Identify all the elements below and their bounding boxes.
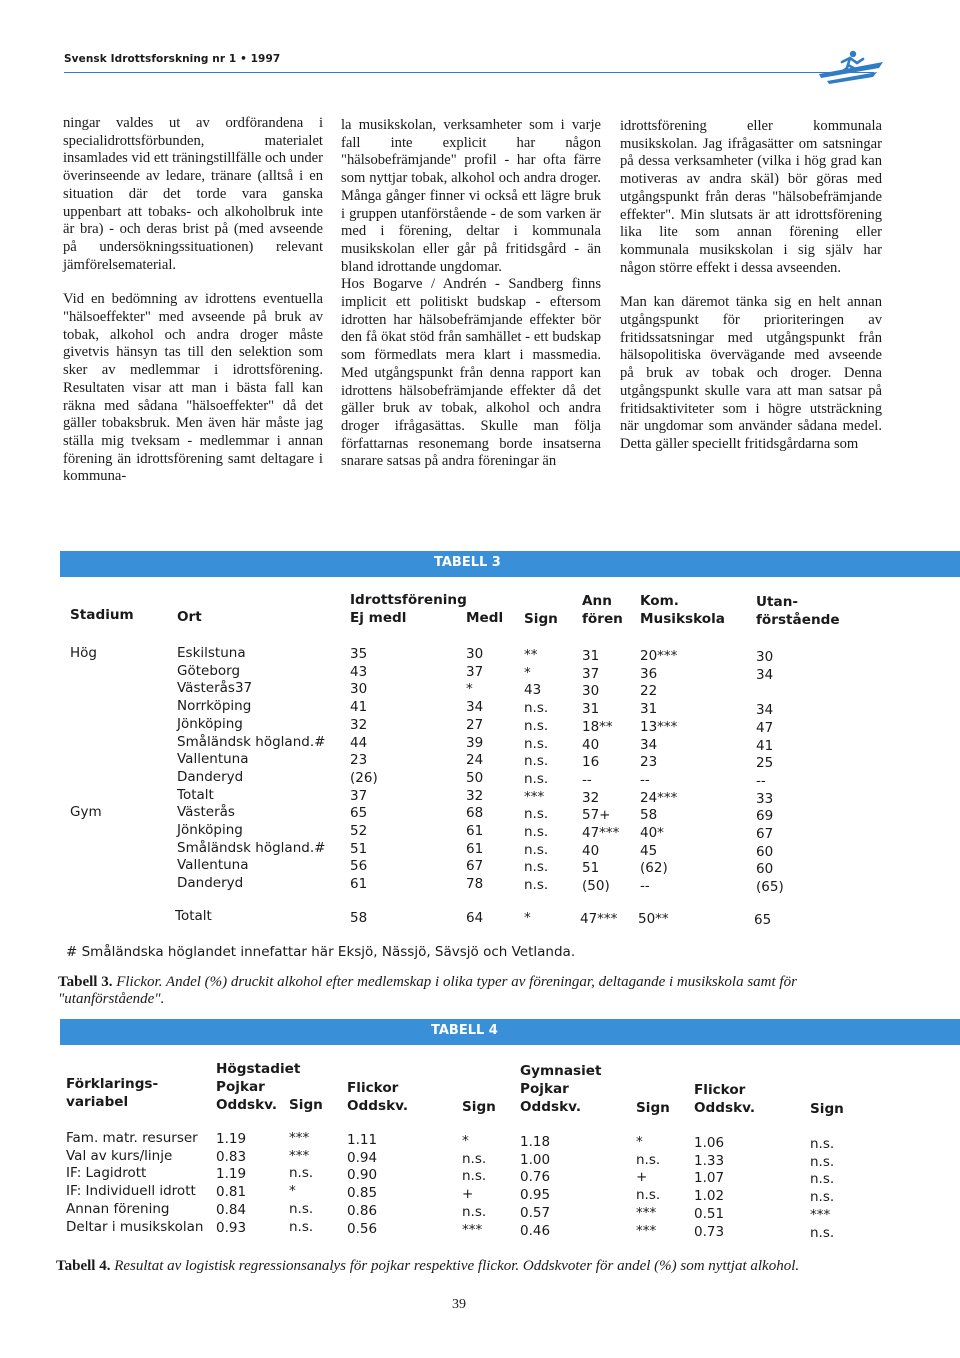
- t3-header-musikskola: Musikskola: [640, 611, 725, 627]
- t3-cell-utan: --: [756, 772, 766, 789]
- t3-cell-medl: 61: [466, 840, 484, 857]
- t3-cell-utan: 41: [756, 737, 774, 754]
- t3-cell-medl: 50: [466, 769, 484, 786]
- t4-cell-hf: 0.86: [347, 1202, 378, 1219]
- t4-cell-gfs: n.s.: [810, 1189, 835, 1206]
- t4-cell-gps: ***: [636, 1222, 657, 1239]
- text-column-1: [63, 115, 323, 486]
- t3-cell-ort: Småländsk högland.#: [177, 733, 326, 750]
- t4-cell-hf: 1.11: [347, 1132, 378, 1148]
- t4-header-h-p-oddskv: Oddskv.: [216, 1097, 278, 1113]
- t3-cell-kom: 22: [640, 683, 658, 700]
- table4-title: TABELL 4: [431, 1023, 498, 1038]
- t3-cell-utan: 33: [756, 790, 774, 807]
- t3-total-medl: 64: [466, 910, 484, 926]
- t4-cell-gp: 1.00: [520, 1151, 551, 1168]
- t3-cell-sign: n.s.: [524, 824, 549, 840]
- t3-cell-medl: 61: [466, 823, 484, 839]
- t3-cell-sign: n.s.: [524, 735, 549, 752]
- t4-header-g-p-oddskv: Oddskv.: [520, 1099, 582, 1115]
- t3-cell-ann: 18**: [582, 718, 613, 735]
- t4-cell-var: Annan förening: [66, 1200, 170, 1217]
- t3-cell-ej: 32: [350, 716, 368, 733]
- t4-cell-gps: ***: [636, 1204, 657, 1221]
- t3-total-ann: 47***: [580, 911, 618, 927]
- t3-cell-utan: 67: [756, 826, 774, 842]
- table4-banner: [60, 1019, 960, 1043]
- t3-cell-sign: ***: [524, 788, 545, 805]
- t4-cell-gp: 0.95: [520, 1187, 551, 1204]
- t4-cell-gp: 1.18: [520, 1134, 551, 1150]
- t4-cell-var: Fam. matr. resurser: [66, 1130, 198, 1146]
- t4-cell-gf: 1.33: [694, 1152, 725, 1169]
- t3-cell-ort: Danderyd: [177, 875, 244, 892]
- text-column-2: [341, 117, 601, 471]
- t3-cell-kom: --: [640, 771, 650, 788]
- t3-cell-medl: *: [466, 681, 473, 698]
- t3-cell-utan: 34: [756, 702, 774, 719]
- t4-cell-hps: n.s.: [289, 1218, 314, 1235]
- t3-header-forstaende: förstående: [756, 612, 840, 628]
- table3-footnote: # Småländska höglandet innefattar här Eksjö, Nässjö, Sävsjö och Vetlanda.: [66, 944, 576, 960]
- t3-cell-sign: **: [524, 647, 538, 663]
- t4-cell-hf: 0.90: [347, 1167, 378, 1184]
- paragraph: la musikskolan, verksamheter som i varje fall inte explicit har någon "hälsobefrämjande" profil - har ofta färre som nyttjar tobak, alkohol och andra droger. Många gånger finner vi också ett lägre bruk i gruppen utanförstående - de som varken är med i förening, deltar i kommunala musikskolan eller går på fritidsgård - än bland idrottande ungdomar.: [341, 117, 601, 275]
- t4-cell-gf: 1.07: [694, 1170, 725, 1187]
- t3-cell-kom: 31: [640, 701, 658, 718]
- t3-cell-kom: 36: [640, 665, 658, 682]
- t3-total-utan: 65: [754, 912, 772, 928]
- t3-cell-sign: n.s.: [524, 806, 549, 823]
- t4-cell-gps: n.s.: [636, 1151, 661, 1168]
- t3-cell-sign: n.s.: [524, 700, 549, 717]
- t3-total-ej: 58: [350, 910, 368, 926]
- t3-header-idrott: Idrottsförening: [350, 592, 467, 608]
- t3-cell-ort: Norrköping: [177, 698, 252, 715]
- t4-cell-var: Deltar i musikskolan: [66, 1218, 204, 1235]
- t4-header-forkl1: Förklarings-: [66, 1076, 159, 1092]
- t3-cell-utan: 60: [756, 861, 774, 878]
- t3-cell-ort: Västerås: [177, 804, 235, 821]
- t3-cell-medl: 39: [466, 734, 484, 751]
- t3-cell-ej: 52: [350, 823, 368, 839]
- caption-text: Flickor. Andel (%) druckit alkohol efter medlemskap i olika typer av föreningar, deltagande i musikskola samt för "utanförstående".: [58, 974, 797, 1007]
- t3-total-label: Totalt: [175, 908, 212, 924]
- t3-cell-medl: 30: [466, 646, 484, 662]
- t3-cell-utan: 30: [756, 649, 774, 665]
- t3-cell-ej: 43: [350, 663, 368, 680]
- t3-cell-ort: Småländsk högland.#: [177, 839, 326, 856]
- t3-cell-medl: 24: [466, 752, 484, 769]
- paragraph: Man kan däremot tänka sig en helt annan utgångspunkt för prioriteringen av fritidssatsningar med utgångspunkt från hälsopolitiska övervägande med avseende på bruk av tobak och droger. Denna utgångspunkt skulle vara att man satsar på fritidsaktiviteter som i högre utsträckning när ungdomar som använder sådana medel. Detta gäller speciellt fritidsgårdarna som: [620, 294, 882, 452]
- t4-cell-gf: 0.73: [694, 1223, 725, 1240]
- t4-cell-gfs: n.s.: [810, 1153, 835, 1170]
- t3-cell-ann: (50): [582, 878, 610, 895]
- t4-cell-gf: 1.06: [694, 1135, 725, 1151]
- t3-cell-ej: 44: [350, 734, 368, 751]
- t3-cell-kom: 23: [640, 754, 658, 771]
- t3-cell-medl: 37: [466, 663, 484, 680]
- t4-cell-hp: 0.84: [216, 1201, 247, 1218]
- t4-cell-hps: n.s.: [289, 1200, 314, 1217]
- t4-header-gymnasiet: Gymnasiet: [520, 1063, 602, 1079]
- t3-cell-ort: Eskilstuna: [177, 645, 246, 661]
- t4-cell-hp: 1.19: [216, 1131, 247, 1147]
- paragraph: idrottsförening eller kommunala musikskolan. Jag ifrågasätter om satsningar på dessa verksamheter (vilka i hög grad kan motiveras av andra skäl) bör göras med utgångspunkt från deras "hälsobefrämjande effekter". Min slutsats är att idrottsförening lika lite som annan förening eller kommunala musikskolan i sig själv har någon större effekt i dessa avseenden.: [620, 118, 882, 276]
- paragraph: Hos Bogarve / Andrén - Sandberg finns implicit ett politiskt budskap - eftersom idrotten har hälsobefrämjande effekter bör den få ökat stöd från samhället - ett budskap som förmedlats mera klart i massmedia. Med utgångspunkt från denna rapport kan idrottens hälsobefrämjande effekter då det gäller bruk av tobak, alkohol och andra droger ifrågasättas. Skulle man följa författarnas resonemang borde insatserna snarare satsas på andra föreningar än: [341, 276, 601, 470]
- t3-cell-medl: 34: [466, 699, 484, 716]
- t3-cell-ann: 47***: [582, 825, 620, 841]
- t3-cell-kom: 40*: [640, 825, 664, 841]
- t4-cell-gps: +: [636, 1169, 648, 1186]
- t3-cell-kom: (62): [640, 860, 668, 877]
- t4-cell-hf: 0.94: [347, 1149, 378, 1166]
- t3-cell-stadium: Hög: [70, 645, 97, 661]
- t3-cell-sign: n.s.: [524, 753, 549, 770]
- t4-cell-hps: ***: [289, 1130, 310, 1146]
- t4-cell-var: IF: Lagidrott: [66, 1165, 147, 1182]
- t3-cell-ann: 57+: [582, 807, 611, 824]
- t3-cell-ort: Vallentuna: [177, 751, 249, 768]
- t4-header-g-pojkar: Pojkar: [520, 1081, 569, 1097]
- table3-banner: [60, 551, 960, 575]
- t3-header-stadium: Stadium: [70, 607, 134, 623]
- t3-header-ejmedl: Ej medl: [350, 610, 407, 626]
- t4-header-h-p-sign: Sign: [289, 1097, 323, 1113]
- t3-cell-kom: 20***: [640, 648, 678, 664]
- t3-header-utan: Utan-: [756, 594, 799, 610]
- t3-cell-ort: Västerås37: [177, 680, 253, 697]
- header-rule: [64, 72, 874, 73]
- t3-cell-sign: n.s.: [524, 859, 549, 876]
- page-number: 39: [452, 1297, 466, 1312]
- t4-cell-var: IF: Individuell idrott: [66, 1183, 196, 1200]
- t4-header-h-f-sign: Sign: [462, 1099, 496, 1115]
- t3-total-kom: 50**: [638, 911, 669, 927]
- t3-cell-medl: 27: [466, 716, 484, 733]
- caption-label: Tabell 3.: [58, 974, 113, 990]
- t3-cell-kom: --: [640, 878, 650, 895]
- t4-cell-hps: *: [289, 1183, 296, 1200]
- t3-cell-sign: n.s.: [524, 841, 549, 858]
- t4-cell-gps: *: [636, 1134, 643, 1150]
- t3-cell-ann: 16: [582, 754, 600, 771]
- t3-cell-ann: 30: [582, 683, 600, 700]
- t3-cell-sign: 43: [524, 682, 542, 699]
- t4-cell-hf: 0.85: [347, 1185, 378, 1202]
- paragraph: ningar valdes ut av ordförandena i specialidrottsförbunden, materialet insamlades vid ett träningstillfälle och under överinseende av ledare, tränare (alltså i en situation där det torde vara ganska uppenbart att tobaks- och alkoholbruk inte är bra) - och deras brist på (med avseende på undersökningssituationen) relevant jämförelsematerial.: [63, 115, 323, 273]
- t3-cell-ann: 31: [582, 648, 600, 664]
- t4-header-g-f-sign: Sign: [810, 1101, 844, 1117]
- paragraph: Vid en bedömning av idrottens eventuella "hälsoeffekter" med avseende på bruk av tobak, alkohol och andra droger måste givetvis hänsyn tas till den selektion som sker av medlemmar i idrottsförening. Resultaten visar att man i bästa fall kan räkna med sådana "hälsoeffekter" då det gäller tobaksbruk. Men även här måste jag ställa mig tveksam - medlemmar i annan förening än idrottsförening samt deltagare i kommuna-: [63, 291, 323, 485]
- t4-cell-gfs: n.s.: [810, 1171, 835, 1188]
- t4-cell-gfs: n.s.: [810, 1224, 835, 1241]
- t3-cell-ej: 23: [350, 752, 368, 769]
- t3-cell-medl: 67: [466, 858, 484, 875]
- t3-header-kom: Kom.: [640, 593, 679, 609]
- t3-cell-medl: 78: [466, 876, 484, 893]
- caption-text: Resultat av logistisk regressionsanalys för pojkar respektive flickor. Oddskvoter för andel (%) som nyttjat alkohol.: [114, 1258, 800, 1274]
- t3-cell-kom: 13***: [640, 718, 678, 735]
- t3-cell-ort: Vallentuna: [177, 857, 249, 874]
- t4-cell-hfs: n.s.: [462, 1168, 487, 1185]
- t3-cell-ann: 40: [582, 842, 600, 859]
- t4-cell-hp: 0.83: [216, 1148, 247, 1165]
- t3-cell-ej: 56: [350, 858, 368, 875]
- t3-cell-kom: 58: [640, 807, 658, 824]
- t3-cell-ann: 51: [582, 860, 600, 877]
- t3-cell-ej: 41: [350, 699, 368, 716]
- table3-banner-rule: [60, 575, 960, 577]
- t4-cell-hfs: +: [462, 1186, 474, 1203]
- t3-cell-kom: 45: [640, 842, 658, 859]
- t4-header-hogstadiet: Högstadiet: [216, 1061, 301, 1077]
- t4-cell-hps: ***: [289, 1147, 310, 1164]
- t3-cell-medl: 68: [466, 805, 484, 822]
- t3-cell-utan: (65): [756, 879, 784, 896]
- t3-cell-utan: 60: [756, 843, 774, 860]
- t4-header-forkl2: variabel: [66, 1094, 129, 1110]
- t4-header-h-f-oddskv: Oddskv.: [347, 1098, 409, 1114]
- t4-cell-hfs: n.s.: [462, 1203, 487, 1220]
- t3-cell-kom: 34: [640, 736, 658, 753]
- t3-cell-utan: 34: [756, 666, 774, 683]
- table3-title: TABELL 3: [434, 555, 501, 570]
- t4-cell-gf: 1.02: [694, 1188, 725, 1205]
- t3-cell-stadium: Gym: [70, 804, 102, 821]
- t3-header-medl: Medl: [466, 610, 504, 626]
- t3-cell-ort: Göteborg: [177, 662, 241, 679]
- t3-cell-utan: 69: [756, 808, 774, 825]
- t3-cell-ort: Totalt: [177, 786, 214, 803]
- t4-cell-gp: 0.76: [520, 1169, 551, 1186]
- t3-cell-kom: 24***: [640, 789, 678, 806]
- t4-cell-gps: n.s.: [636, 1187, 661, 1204]
- t4-cell-hp: 1.19: [216, 1166, 247, 1183]
- t4-cell-gfs: ***: [810, 1206, 831, 1223]
- t3-cell-utan: 47: [756, 719, 774, 736]
- t4-header-g-p-sign: Sign: [636, 1100, 670, 1116]
- t3-cell-ann: 32: [582, 789, 600, 806]
- t3-cell-ej: 51: [350, 840, 368, 857]
- t4-cell-var: Val av kurs/linje: [66, 1147, 173, 1164]
- t4-cell-hfs: n.s.: [462, 1150, 487, 1167]
- t4-cell-hfs: ***: [462, 1221, 483, 1238]
- t3-cell-ej: (26): [350, 769, 378, 786]
- table3-caption: [58, 974, 898, 1008]
- t3-cell-ej: 30: [350, 681, 368, 698]
- t4-header-g-f-oddskv: Oddskv.: [694, 1100, 756, 1116]
- t3-cell-ort: Jönköping: [177, 715, 243, 732]
- t3-header-ort: Ort: [177, 609, 202, 625]
- t4-cell-hp: 0.81: [216, 1184, 247, 1201]
- t3-cell-ann: --: [582, 771, 592, 788]
- t3-cell-ann: 31: [582, 701, 600, 718]
- t4-header-h-pojkar: Pojkar: [216, 1079, 265, 1095]
- t3-header-foren: fören: [582, 611, 623, 627]
- t4-cell-gp: 0.46: [520, 1222, 551, 1239]
- table4-caption: [56, 1258, 916, 1275]
- t4-cell-hp: 0.93: [216, 1219, 247, 1236]
- t4-cell-gfs: n.s.: [810, 1136, 835, 1152]
- journal-header: Svensk Idrottsforskning nr 1 • 1997: [64, 53, 281, 65]
- text-column-3: [620, 118, 882, 454]
- t3-cell-sign: n.s.: [524, 717, 549, 734]
- t3-cell-ej: 65: [350, 805, 368, 822]
- t3-header-ann: Ann: [582, 593, 612, 609]
- runner-logo-icon: [817, 46, 885, 86]
- t3-cell-ort: Danderyd: [177, 768, 244, 785]
- t4-cell-hf: 0.56: [347, 1220, 378, 1237]
- t3-cell-sign: n.s.: [524, 770, 549, 787]
- t3-total-sign: *: [524, 910, 531, 926]
- t3-cell-medl: 32: [466, 787, 484, 804]
- t4-header-g-flickor: Flickor: [694, 1082, 746, 1098]
- table4-banner-rule: [60, 1043, 960, 1045]
- t4-cell-hfs: *: [462, 1133, 469, 1149]
- caption-label: Tabell 4.: [56, 1258, 111, 1274]
- t3-cell-ann: 37: [582, 665, 600, 682]
- t4-header-h-flickor: Flickor: [347, 1080, 399, 1096]
- t3-cell-ort: Jönköping: [177, 822, 243, 838]
- t4-cell-gf: 0.51: [694, 1205, 725, 1222]
- t3-cell-ann: 40: [582, 736, 600, 753]
- t3-cell-utan: 25: [756, 755, 774, 772]
- t4-cell-gp: 0.57: [520, 1204, 551, 1221]
- t3-cell-sign: *: [524, 664, 531, 681]
- t4-cell-hps: n.s.: [289, 1165, 314, 1182]
- t3-header-sign: Sign: [524, 611, 558, 627]
- t3-cell-sign: n.s.: [524, 877, 549, 894]
- t3-cell-ej: 61: [350, 876, 368, 893]
- t3-cell-ej: 37: [350, 787, 368, 804]
- t3-cell-ej: 35: [350, 646, 368, 662]
